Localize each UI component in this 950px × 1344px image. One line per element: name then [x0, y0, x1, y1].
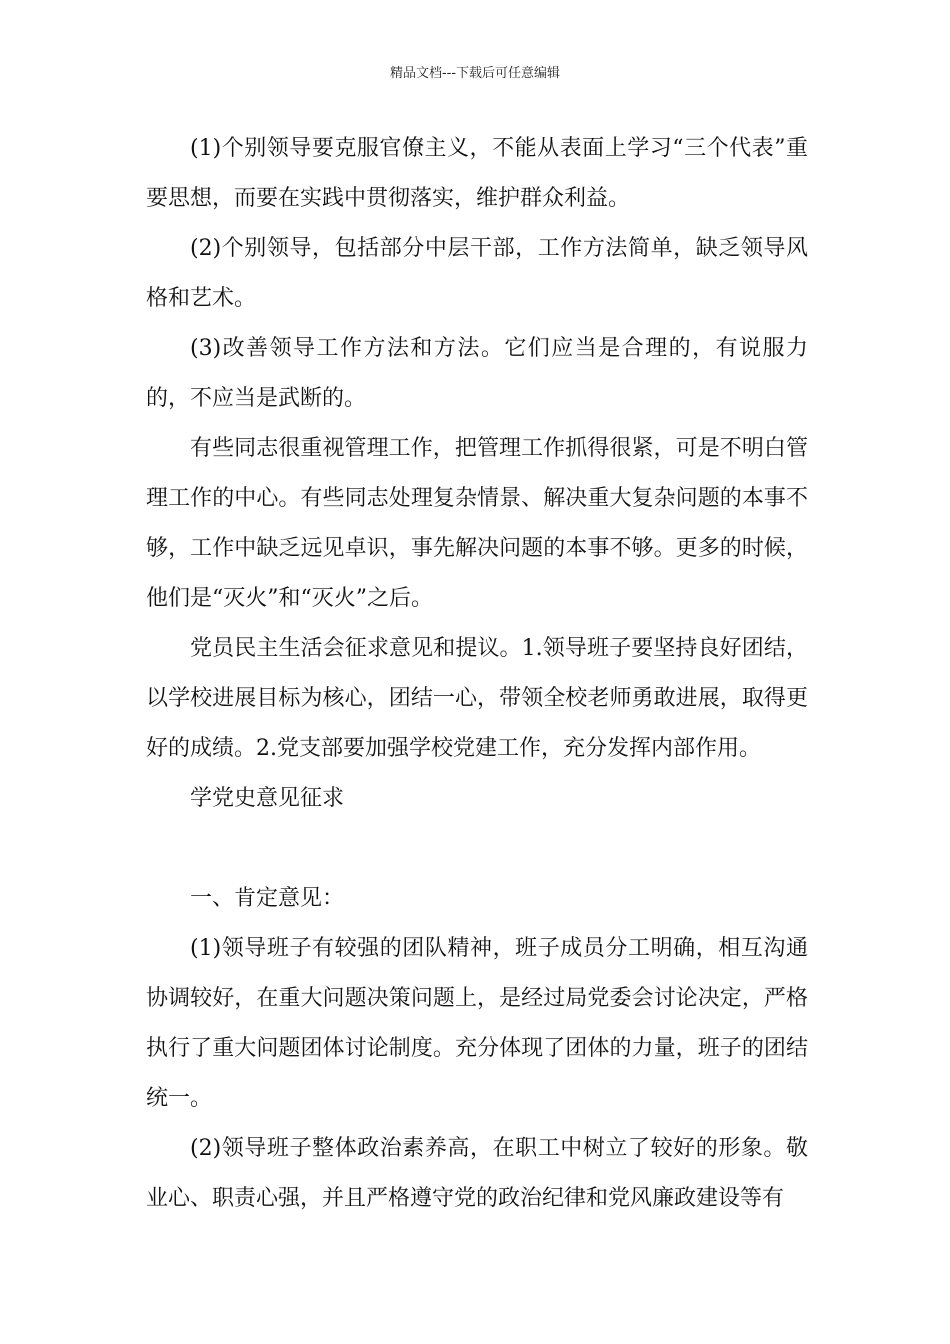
- section-title: 学党史意见征求: [190, 786, 345, 811]
- paragraph-2: (2)个别领导，包括部分中层干部，工作方法简单，缺乏领导风格和艺术。: [146, 236, 808, 311]
- page-header: 精品文档---下载后可任意编辑: [389, 66, 561, 81]
- paragraph-6: (1)领导班子有较强的团队精神，班子成员分工明确，相互沟通协调较好，在重大问题决策问题上，是经过局党委会讨论决定，严格执行了重大问题团体讨论制度。充分体现了团体的力量，班子的团结统一。: [146, 936, 808, 1111]
- paragraph-5: 党员民主生活会征求意见和提议。1.领导班子要坚持良好团结，以学校进展目标为核心，团结一心，带领全校老师勇敢进展，取得更好的成绩。2.党支部要加强学校党建工作，充分发挥内部作用。: [146, 636, 808, 761]
- paragraph-1: (1)个别领导要克服官僚主义，不能从表面上学习“三个代表”重要思想，而要在实践中贯彻落实，维护群众利益。: [146, 136, 808, 211]
- paragraph-4: 有些同志很重视管理工作，把管理工作抓得很紧，可是不明白管理工作的中心。有些同志处理复杂情景、解决重大复杂问题的本事不够，工作中缺乏远见卓识，事先解决问题的本事不够。更多的时候，他们是“灭火”和“灭火”之后。: [146, 436, 808, 611]
- paragraph-7: (2)领导班子整体政治素养高，在职工中树立了较好的形象。敬业心、职责心强，并且严格遵守党的政治纪律和党风廉政建设等有: [146, 1136, 808, 1211]
- paragraph-3: (3)改善领导工作方法和方法。它们应当是合理的，有说服力的，不应当是武断的。: [146, 336, 808, 411]
- document-body: [146, 124, 808, 1224]
- blank-line: [146, 824, 808, 874]
- subsection-heading: 一、肯定意见：: [190, 886, 345, 911]
